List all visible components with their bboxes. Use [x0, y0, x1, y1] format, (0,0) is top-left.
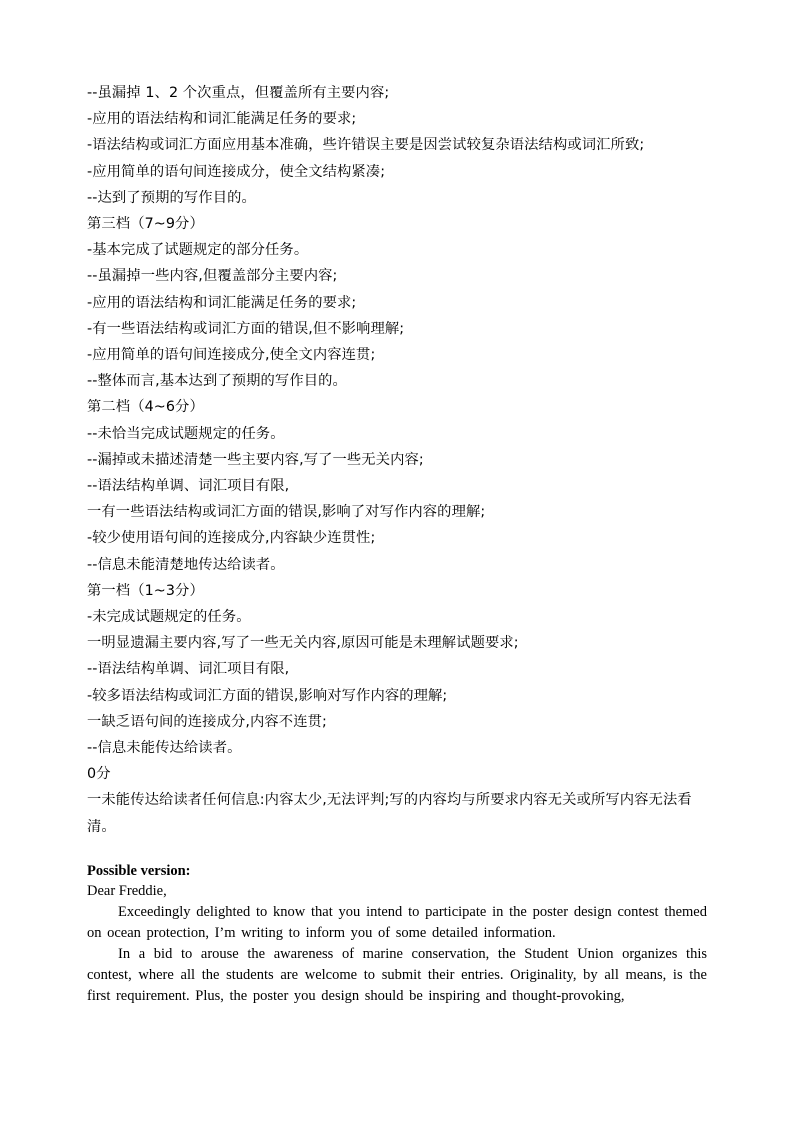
- rubric-line: -应用的语法结构和词汇能满足任务的要求;: [87, 111, 357, 128]
- rubric-grade-heading: 第二档（4~6分）: [87, 399, 204, 416]
- rubric-line: -未完成试题规定的任务。: [87, 609, 251, 626]
- possible-version-heading: Possible version:: [87, 862, 191, 879]
- rubric-line: -语法结构或词汇方面应用基本准确，些许错误主要是因尝试较复杂语法结构或词汇所致;: [87, 137, 645, 154]
- rubric-line: 一有一些语法结构或词汇方面的错误,影响了对写作内容的理解;: [87, 504, 486, 521]
- rubric-line: --语法结构单调、词汇项目有限,: [87, 661, 290, 678]
- rubric-section: [87, 80, 707, 840]
- rubric-grade-heading: 0分: [87, 766, 111, 783]
- rubric-line: --虽漏掉 1、2 个次重点，但覆盖所有主要内容;: [87, 85, 390, 101]
- rubric-line: 一缺乏语句间的连接成分,内容不连贯;: [87, 713, 327, 730]
- letter-paragraph: Exceedingly delighted to know that you intend to participate in the poster design contest themed on ocean protection, I’m writing to inform you of some detailed information.: [87, 903, 707, 941]
- rubric-line: 一未能传达给读者任何信息:内容太少,无法评判;写的内容均与所要求内容无关或所写内容无法看清。: [87, 792, 692, 835]
- rubric-line: --漏掉或未描述清楚一些主要内容,写了一些无关内容;: [87, 451, 424, 468]
- rubric-grade-heading: 第一档（1~3分）: [87, 582, 204, 599]
- document-content: [87, 80, 707, 1007]
- rubric-line: -较少使用语句间的连接成分,内容缺少连贯性;: [87, 530, 376, 547]
- rubric-line: -应用简单的语句间连接成分,使全文内容连贯;: [87, 347, 376, 364]
- rubric-line: --虽漏掉一些内容,但覆盖部分主要内容;: [87, 268, 338, 285]
- rubric-line: --信息未能清楚地传达给读者。: [87, 556, 285, 573]
- rubric-line: -应用的语法结构和词汇能满足任务的要求;: [87, 294, 357, 311]
- possible-version-section: [87, 862, 707, 1007]
- rubric-line: -较多语法结构或词汇方面的错误,影响对写作内容的理解;: [87, 687, 448, 704]
- letter-greeting: Dear Freddie,: [87, 882, 167, 899]
- section-gap: [87, 840, 707, 862]
- rubric-line: -应用简单的语句间连接成分，使全文结构紧凑;: [87, 163, 386, 180]
- rubric-line: --语法结构单调、词汇项目有限,: [87, 478, 290, 495]
- rubric-line: -有一些语法结构或词汇方面的错误,但不影响理解;: [87, 320, 405, 337]
- rubric-line: -基本完成了试题规定的部分任务。: [87, 242, 309, 259]
- rubric-line: --未恰当完成试题规定的任务。: [87, 425, 285, 442]
- rubric-grade-heading: 第三档（7~9分）: [87, 216, 204, 233]
- rubric-line: --整体而言,基本达到了预期的写作目的。: [87, 373, 347, 390]
- rubric-line: --达到了预期的写作目的。: [87, 189, 256, 206]
- rubric-line: 一明显遗漏主要内容,写了一些无关内容,原因可能是未理解试题要求;: [87, 635, 519, 652]
- letter-paragraph: In a bid to arouse the awareness of marine conservation, the Student Union organizes this contest, where all the students are welcome to submit their entries. Originality, by all means, is the first requirement. Plus, the poster you design should be inspiring and thought-provoking,: [87, 945, 707, 1004]
- rubric-line: --信息未能传达给读者。: [87, 740, 242, 757]
